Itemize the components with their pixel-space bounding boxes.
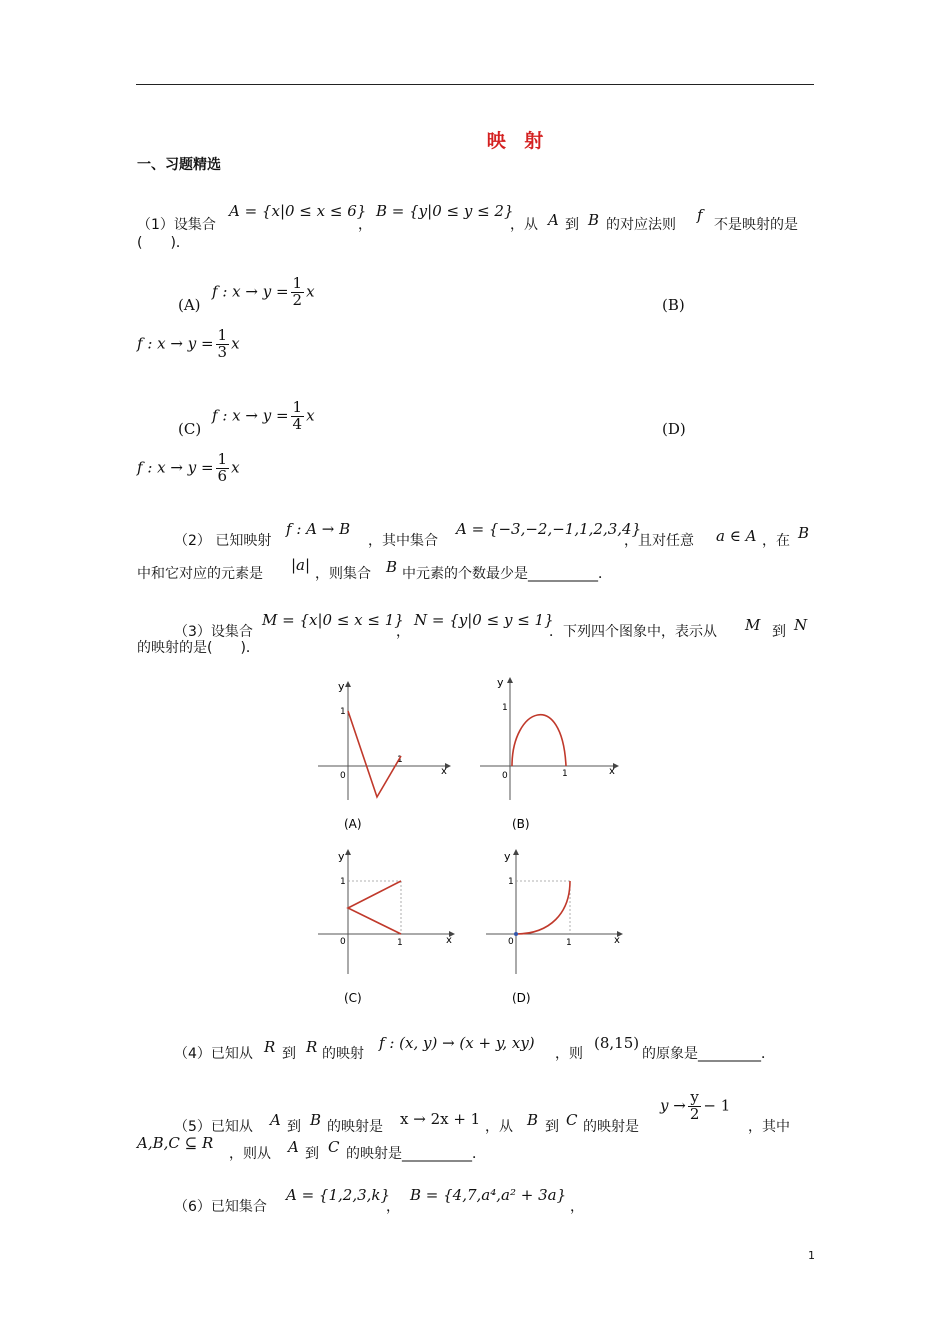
q5-to: 到 <box>287 1119 301 1135</box>
graph-d-origin: 0 <box>508 937 514 947</box>
q3-to: 到 <box>772 624 786 640</box>
header-rule <box>136 84 814 85</box>
q2-abs: |a| <box>291 556 311 574</box>
q2-line2a: 中和它对应的元素是 <box>137 566 263 582</box>
q1-f: f <box>697 206 703 224</box>
graph-b-x-label: x <box>609 766 615 777</box>
graph-d-curve <box>516 881 570 934</box>
graph-c <box>318 850 454 1005</box>
q2-line2b: ，则集合 <box>315 566 371 582</box>
q1-to: 到 <box>565 217 579 233</box>
q1-option-b-label: (B) <box>662 296 685 314</box>
graph-c-origin: 0 <box>340 937 346 947</box>
graph-a-x-label: x <box>441 766 447 777</box>
graph-b-y-label: y <box>497 676 504 689</box>
q1-option-d-label: (D) <box>662 420 686 438</box>
q3-line2: 的映射的是( )． <box>137 640 260 656</box>
q2-line2c: 中元素的个数最少是__________． <box>402 566 612 582</box>
graph-b <box>480 676 618 831</box>
q5-to2: 到 <box>305 1146 319 1162</box>
q1-option-c-expr: f : x → y = $\frac{1}{4}$ x <box>212 398 315 433</box>
q6-comma: ， <box>386 1199 400 1215</box>
q4-to: 到 <box>282 1046 296 1062</box>
q4-point: (8,15) <box>594 1034 640 1052</box>
graph-a-y-label: y <box>338 680 345 693</box>
section-heading: 一、习题精选 <box>137 157 221 173</box>
q5-prefix: （5）已知从 <box>174 1119 253 1135</box>
graph-d-caption: (D) <box>512 991 531 1005</box>
q1-text-a: ，从 <box>510 217 538 233</box>
q3-N: N <box>794 616 808 634</box>
q1-set-a: A = {x|0 ≤ x ≤ 6} <box>229 202 367 220</box>
q4-mid2: ，则 <box>555 1046 583 1062</box>
graph-d <box>486 850 622 1005</box>
q1-option-c-label: (C) <box>178 420 202 438</box>
graph-d-y-one: 1 <box>508 877 514 887</box>
q5-mid4: 的映射是 <box>583 1119 639 1135</box>
q1-paren: ( )． <box>137 235 190 251</box>
q5-A2: A <box>288 1138 299 1156</box>
q2-prefix: （2） 已知映射 <box>174 533 272 549</box>
graph-a-curve <box>348 711 401 797</box>
q6-tail: ， <box>570 1199 584 1215</box>
q5-map1: x → 2x + 1 <box>400 1110 481 1128</box>
graph-a-origin: 0 <box>340 771 346 781</box>
q6-set-b: B = {4,7,a⁴,a² + 3a} <box>410 1186 567 1204</box>
q5-line2c: 的映射是__________． <box>346 1146 486 1162</box>
q4-map: f : (x, y) → (x + y, xy) <box>379 1034 535 1052</box>
q2-B: B <box>798 524 810 542</box>
q5-C2: C <box>328 1138 340 1156</box>
graph-a-caption: (A) <box>344 817 362 831</box>
graph-d-x-label: x <box>614 935 620 946</box>
q1-option-a-expr: f : x → y = $\frac{1}{2}$ x <box>212 274 315 309</box>
q1-B: B <box>588 211 600 229</box>
q4-R1: R <box>264 1038 276 1056</box>
q5-mid1: 的映射是 <box>327 1119 383 1135</box>
q1-comma: ， <box>358 217 372 233</box>
q5-line2b: ，则从 <box>229 1146 271 1162</box>
q1-option-d-expr: f : x → y = $\frac{1}{6}$ x <box>137 450 240 485</box>
q2-mid1: ，其中集合 <box>368 533 438 549</box>
q5-mid5: ，其中 <box>748 1119 790 1135</box>
graph-d-origin-dot <box>514 932 518 936</box>
q2-mid3: ，在 <box>762 533 790 549</box>
q1-text-b: 的对应法则 <box>606 217 676 233</box>
q5-B: B <box>310 1111 322 1129</box>
q3-set-n: N = {y|0 ≤ y ≤ 1} <box>414 611 554 629</box>
graph-c-curve <box>348 881 401 934</box>
q2-B2: B <box>386 558 398 576</box>
q1-text-c: 不是映射的是 <box>714 217 798 233</box>
q3-figures <box>300 668 650 1018</box>
graph-b-y-one: 1 <box>502 703 508 713</box>
graph-c-x-label: x <box>446 935 452 946</box>
q1-set-b: B = {y|0 ≤ y ≤ 2} <box>376 202 514 220</box>
q3-M: M <box>745 616 761 634</box>
graph-a-x-one: 1 <box>397 755 403 765</box>
q5-mid3: 到 <box>545 1119 559 1135</box>
graph-c-caption: (C) <box>344 991 362 1005</box>
graph-a <box>318 680 450 831</box>
q4-prefix: （4）已知从 <box>174 1046 253 1062</box>
q3-comma: ， <box>396 624 410 640</box>
q6-set-a: A = {1,2,3,k} <box>286 1186 391 1204</box>
graph-b-curve <box>512 715 566 766</box>
q1-prefix: （1）设集合 <box>137 217 216 233</box>
q1-option-a-label: (A) <box>178 296 201 314</box>
q2-mid2: ，且对任意 <box>624 533 694 549</box>
page-title: 映 射 <box>486 130 550 152</box>
q2-elem: a ∈ A <box>716 527 757 545</box>
q5-B2: B <box>527 1111 539 1129</box>
q2-set-a: A = {−3,−2,−1,1,2,3,4} <box>456 520 642 538</box>
graph-c-x-one: 1 <box>397 938 403 948</box>
q2-map: f : A → B <box>286 520 351 538</box>
q5-map2: y → $\frac{y}{2}$ − 1 <box>660 1088 731 1123</box>
q4-R2: R <box>306 1038 318 1056</box>
q3-mid: ．下列四个图象中，表示从 <box>549 624 717 640</box>
q6-prefix: （6）已知集合 <box>174 1199 267 1215</box>
graph-a-y-one: 1 <box>340 707 346 717</box>
q4-tail: 的原象是_________． <box>642 1046 775 1062</box>
graph-b-x-one: 1 <box>562 769 568 779</box>
q5-A: A <box>270 1111 281 1129</box>
graph-c-y-one: 1 <box>340 877 346 887</box>
graph-c-y-label: y <box>338 850 345 863</box>
graph-b-origin: 0 <box>502 771 508 781</box>
q4-mid: 的映射 <box>322 1046 364 1062</box>
q5-mid2: ，从 <box>485 1119 513 1135</box>
graph-b-caption: (B) <box>512 817 530 831</box>
q1-option-b-expr: f : x → y = $\frac{1}{3}$ x <box>137 326 240 361</box>
graph-d-x-one: 1 <box>566 938 572 948</box>
q1-A: A <box>548 211 559 229</box>
q5-C: C <box>566 1111 578 1129</box>
q3-set-m: M = {x|0 ≤ x ≤ 1} <box>262 611 404 629</box>
page-number: 1 <box>808 1249 815 1262</box>
q5-line2a: A,B,C ⊆ R <box>137 1134 214 1152</box>
graph-d-y-label: y <box>504 850 511 863</box>
q3-prefix: （3）设集合 <box>174 624 253 640</box>
